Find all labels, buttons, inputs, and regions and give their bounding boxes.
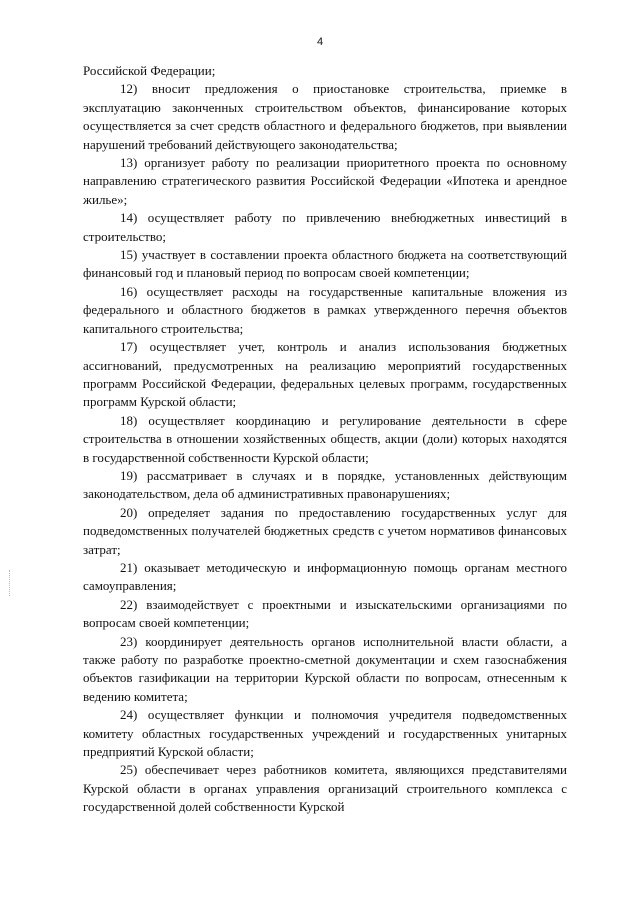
page-number: 4 xyxy=(316,36,324,48)
list-item-19: 19) рассматривает в случаях и в порядке, установленных действующим законодательством, дела об административных правонарушениях; xyxy=(83,467,567,502)
list-item-18: 18) осуществляет координацию и регулирование деятельности в сфере строительства в отношении хозяйственных обществ, акции (доли) которых находятся в государственной собственности Курской области; xyxy=(83,412,567,465)
list-item-20: 20) определяет задания по предоставлению государственных услуг для подведомственных получателей бюджетных средств с учетом нормативов финансовых затрат; xyxy=(83,504,567,557)
scan-margin-mark xyxy=(9,570,11,596)
list-item-15: 15) участвует в составлении проекта областного бюджета на соответствующий финансовый год и плановый период по вопросам своей компетенции; xyxy=(83,247,567,281)
list-item-17: 17) осуществляет учет, контроль и анализ использования бюджетных ассигнований, предусмотренных на реализацию мероприятий государственных программ Российской Федерации, федеральных целевых программ, государственных программ Курской области; xyxy=(83,339,567,410)
list-item-13: 13) организует работу по реализации приоритетного проекта по основному направлению стратегического развития Российской Федерации «Ипотека и арендное жилье»; xyxy=(83,155,567,207)
list-item-14: 14) осуществляет работу по привлечению внебюджетных инвестиций в строительство; xyxy=(83,210,567,244)
list-item-23: 23) координирует деятельность органов исполнительной власти области, а также работу по разработке проектно-сметной документации и схем газоснабжения объектов газификации на территории Курской области по вопросам, отнесенным к ведению комитета; xyxy=(83,633,567,704)
continuation-text: Российской Федерации; xyxy=(83,63,216,78)
list-item-25: 25) обеспечивает через работников комитета, являющихся представителями Курской области в органах управления организаций строительного комплекса с государственной долей собственности Курской xyxy=(83,762,567,815)
list-item-22: 22) взаимодействует с проектными и изыскательскими организациями по вопросам своей компетенции; xyxy=(83,596,567,631)
list-item-16: 16) осуществляет расходы на государственные капитальные вложения из федерального и областного бюджетов в рамках утвержденного перечня объектов капитального строительства; xyxy=(83,283,567,336)
list-item-24: 24) осуществляет функции и полномочия учредителя подведомственных комитету областных государственных учреждений и государственных унитарных предприятий Курской области; xyxy=(83,707,567,760)
list-item-21: 21) оказывает методическую и информационную помощь органам местного самоуправления; xyxy=(83,559,567,594)
list-item-12: 12) вносит предложения о приостановке строительства, приемке в эксплуатацию законченных строительством объектов, финансирование которых осуществляется за счет средств областного и федерального бюджетов, при выявлении нарушений требований действующего законодательства; xyxy=(83,81,567,152)
document-body xyxy=(83,62,567,817)
